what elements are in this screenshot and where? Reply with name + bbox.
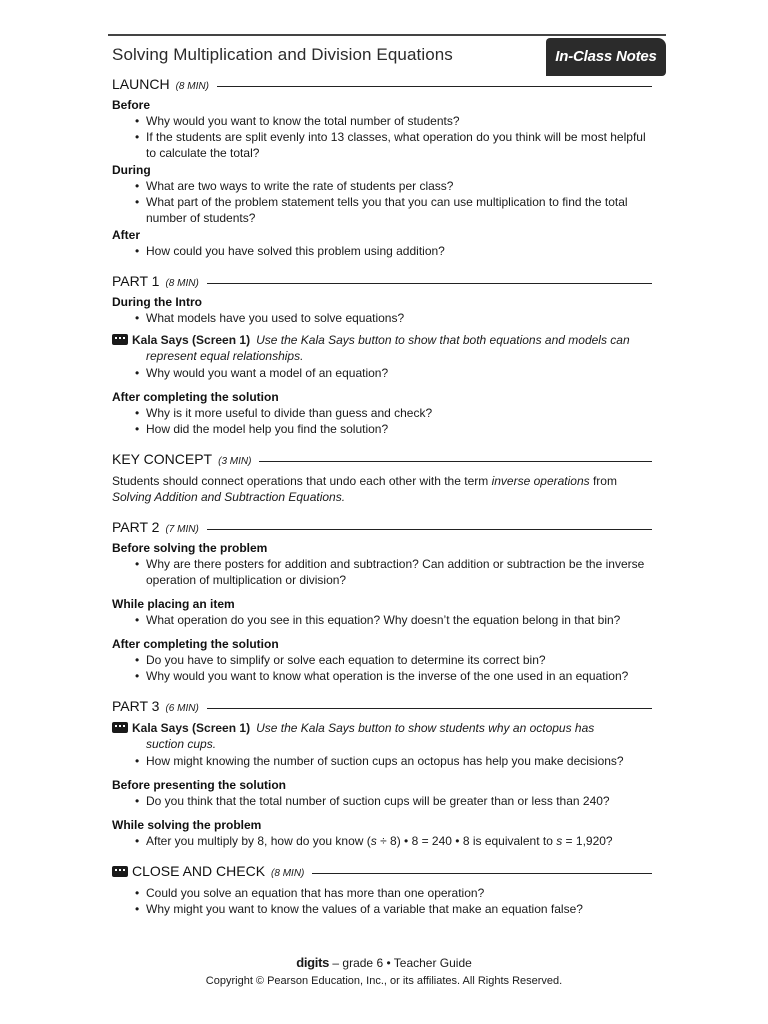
subheading: Before	[112, 98, 151, 112]
section-minutes: (7 MIN)	[165, 524, 199, 535]
question-list	[112, 405, 652, 437]
subheading: While placing an item	[112, 597, 235, 611]
close-check-heading	[112, 863, 652, 879]
footer	[0, 955, 768, 970]
subheading: After	[112, 228, 141, 242]
question-list	[112, 793, 652, 809]
question-list	[112, 178, 652, 226]
section-name: KEY CONCEPT	[112, 451, 213, 467]
list-item: • Why might you want to know the values of a variable that make an equation false?	[146, 901, 652, 917]
section-minutes: (3 MIN)	[218, 456, 252, 467]
content	[112, 76, 652, 917]
write-line	[207, 528, 652, 530]
key-concept-text	[112, 473, 652, 505]
page	[108, 34, 666, 916]
list-item: • Do you have to simplify or solve each equation to determine its correct bin?	[146, 652, 652, 668]
write-line	[259, 460, 652, 462]
page-title: Solving Multiplication and Division Equations	[112, 45, 453, 64]
section-minutes: (8 MIN)	[271, 868, 305, 879]
emphasis: inverse operations	[491, 474, 590, 488]
key-concept-heading	[112, 451, 652, 467]
screen-icon	[112, 334, 128, 345]
kala-says	[112, 332, 652, 348]
section-name: CLOSE AND CHECK	[132, 863, 266, 879]
part2-heading	[112, 519, 652, 535]
write-line	[207, 282, 652, 284]
write-line	[312, 872, 652, 874]
list-item: • Why would you want a model of an equation?	[146, 365, 652, 381]
subheading: During the Intro	[112, 295, 202, 309]
list-item	[146, 833, 652, 849]
list-item: • Why is it more useful to divide than guess and check?	[146, 405, 652, 421]
question-list	[112, 652, 652, 684]
kala-text: Use the Kala Says button to show students why an octopus has	[256, 721, 595, 735]
text: After you multiply by 8, how do you know (	[146, 834, 371, 848]
section-name: PART 2	[112, 519, 160, 535]
kala-label: Kala Says (Screen 1)	[132, 333, 251, 347]
list-item: • Why would you want to know what operation is the inverse of the one used in an equation?	[146, 668, 652, 684]
text: ÷ 8) • 8 = 240 • 8 is equivalent to	[376, 834, 557, 848]
list-item: • How could you have solved this problem using addition?	[146, 243, 652, 259]
section-name: LAUNCH	[112, 76, 170, 92]
subheading: After completing the solution	[112, 637, 279, 651]
question-list	[112, 365, 652, 381]
question-list	[112, 243, 652, 259]
header	[108, 34, 666, 76]
question-list	[112, 113, 652, 161]
list-item: • How did the model help you find the solution?	[146, 421, 652, 437]
variable: s	[370, 834, 377, 848]
subheading: While solving the problem	[112, 818, 262, 832]
text: from	[589, 474, 617, 488]
screen-icon	[112, 722, 128, 733]
in-class-notes-tab: In-Class Notes	[546, 38, 666, 76]
kala-label: Kala Says (Screen 1)	[132, 721, 251, 735]
kala-text-cont: represent equal relationships.	[146, 349, 304, 363]
write-line	[207, 707, 652, 709]
section-minutes: (6 MIN)	[165, 703, 199, 714]
list-item: • What part of the problem statement tells you that you can use multiplication to find the total number of students?	[146, 194, 652, 226]
list-item: • Could you solve an equation that has more than one operation?	[146, 885, 652, 901]
subheading: During	[112, 163, 151, 177]
variable: s	[556, 834, 563, 848]
question-list	[112, 885, 652, 917]
part1-heading	[112, 273, 652, 289]
list-item: • What operation do you see in this equation? Why doesn’t the equation belong in that bin?	[146, 612, 652, 628]
digits-logo: digits	[296, 955, 330, 970]
text: Students should connect operations that undo each other with the term	[112, 474, 492, 488]
list-item: • How might knowing the number of suction cups an octopus has help you make decisions?	[146, 753, 652, 769]
list-item: • What are two ways to write the rate of students per class?	[146, 178, 652, 194]
list-item: • Why are there posters for addition and subtraction? Can addition or subtraction be the inverse operation of multiplication or division?	[146, 556, 652, 588]
subheading: Before solving the problem	[112, 541, 268, 555]
footer-text: – grade 6 • Teacher Guide	[332, 956, 472, 970]
launch-heading	[112, 76, 652, 92]
list-item: • What models have you used to solve equations?	[146, 310, 652, 326]
emphasis: Solving Addition and Subtraction Equations.	[112, 490, 346, 504]
screen-icon	[112, 866, 128, 877]
kala-text-cont: suction cups.	[146, 737, 217, 751]
part3-heading	[112, 698, 652, 714]
section-name: PART 3	[112, 698, 160, 714]
list-item: • Why would you want to know the total number of students?	[146, 113, 652, 129]
kala-says	[112, 720, 652, 736]
question-list	[112, 310, 652, 326]
section-minutes: (8 MIN)	[165, 278, 199, 289]
question-list	[112, 833, 652, 849]
question-list	[112, 753, 652, 769]
section-name: PART 1	[112, 273, 160, 289]
write-line	[217, 85, 652, 87]
list-item: • If the students are split evenly into 13 classes, what operation do you think will be most helpful to calculate the total?	[146, 129, 652, 161]
text: = 1,920?	[562, 834, 613, 848]
question-list	[112, 556, 652, 588]
kala-text: Use the Kala Says button to show that both equations and models can	[256, 333, 630, 347]
question-list	[112, 612, 652, 628]
list-item: • Do you think that the total number of suction cups will be greater than or less than 240?	[146, 793, 652, 809]
copyright: Copyright © Pearson Education, Inc., or its affiliates. All Rights Reserved.	[205, 975, 563, 987]
section-minutes: (8 MIN)	[175, 81, 209, 92]
subheading: After completing the solution	[112, 390, 279, 404]
subheading: Before presenting the solution	[112, 778, 287, 792]
